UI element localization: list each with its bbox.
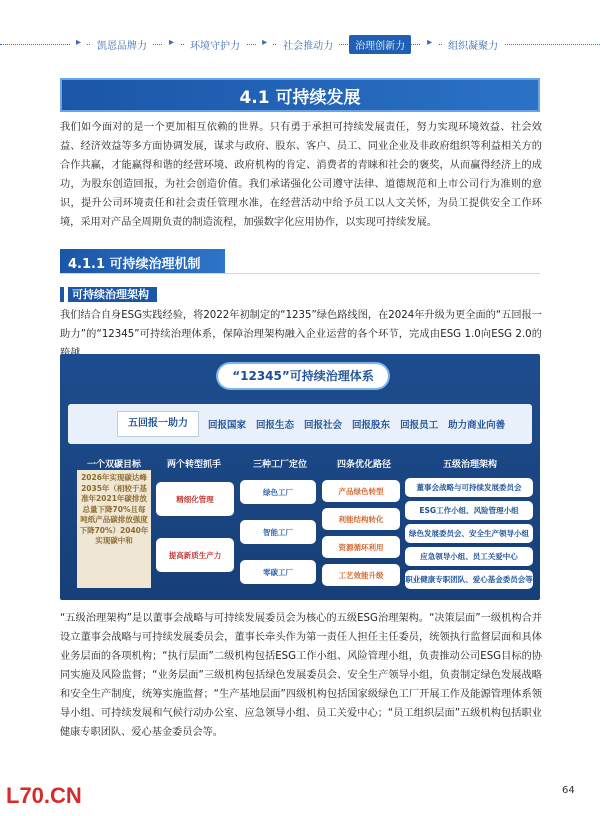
returns-band xyxy=(68,404,532,444)
intro-paragraph: 我们如今面对的是一个更加相互依赖的世界。只有勇于承担可持续发展责任，努力实现环境效益、社会效益、经济效益等多方面协调发展，谋求与政府、股东、客户、员工、同业企业及非政府组织等利益相关方的合作共赢，才能赢得和谐的经营环境、政府机构的肯定、消费者的青睐和社会的褒奖，从而赢得经济上的成功，为股东创造回报，为社会创造价值。我们承诺强化公司遵守法律、道德规范和上市公司行为准则的意识，提升公司环境责任和社会责任管理水准，在经营活动中给予员工以人文关怀，为员工提供安全工作环境，采用对产品全周期负责的制造流程，加强数字化应用协作，以实现可持续发展。 xyxy=(60,122,542,228)
chevron-right-icon: ▸ xyxy=(421,35,438,54)
level-pill: 绿色发展委员会、安全生产领导小组 xyxy=(405,524,533,543)
nav-item-organization[interactable]: 组织凝聚力 xyxy=(442,35,504,54)
return-item: 回报股东 xyxy=(352,420,391,431)
chevron-right-icon: ▸ xyxy=(163,35,180,54)
path-pill: 工艺效能升级 xyxy=(322,564,400,586)
return-item: 回报员工 xyxy=(400,420,439,431)
return-item: 回报社会 xyxy=(304,420,343,431)
grip-pill: 精细化管理 xyxy=(156,482,234,516)
heading-accent-bar xyxy=(60,287,64,302)
architecture-paragraph: 我们结合自身ESG实践经验，将2022年初制定的“1235”绿色路线图，在2024年升级为更全面的“五回报一助力”的“12345”可持续治理体系，保障治理架构融入企业运营的各个环节，完成由ESG 1.0向ESG 2.0的 xyxy=(60,310,542,340)
subsection-underline xyxy=(60,273,540,274)
page-number: 64 xyxy=(562,785,575,796)
diagram-title: “12345”可持续治理体系 xyxy=(218,364,388,388)
chevron-right-icon: ▸ xyxy=(256,35,273,54)
nav-item-society[interactable]: 社会推动力 xyxy=(277,35,339,54)
level-pill: ESG工作小组、风险管理小组 xyxy=(405,501,533,520)
watermark-logo: L70.CN xyxy=(6,783,82,808)
path-pill: 利能结构转化 xyxy=(322,508,400,530)
return-item: 回报生态 xyxy=(256,420,295,431)
level-pill: 董事会战略与可持续发展委员会 xyxy=(405,478,533,497)
governance-diagram xyxy=(60,354,540,600)
return-item: 助力商业向善 xyxy=(448,420,506,431)
path-pill: 资源循环利用 xyxy=(322,536,400,558)
column-header: 五级治理架构 xyxy=(442,460,497,470)
subsection-title: 4.1.1 可持续治理机制 xyxy=(60,249,225,274)
factory-pill: 智能工厂 xyxy=(240,520,316,544)
returns-lead: 五回报一助力 xyxy=(118,412,198,436)
carbon-target-box: 2026年实现碳达峰2035年（相较于基准年2021年碳排放总量下降70%且每吨纸产品碳排放强度下降70%）2040年实现碳中和 xyxy=(77,470,151,588)
section-title: 4.1 可持续发展 xyxy=(60,78,540,112)
grip-pill: 提高新质生产力 xyxy=(156,538,234,572)
column-header: 两个转型抓手 xyxy=(166,460,221,470)
subsub-heading xyxy=(60,287,157,302)
level-pill: 职业健康专职团队、爱心基金委员会等 xyxy=(405,570,533,589)
nav-item-environment[interactable]: 环境守护力 xyxy=(184,35,246,54)
level-pill: 应急领导小组、员工关爱中心 xyxy=(405,547,533,566)
return-item: 回报国家 xyxy=(208,420,247,431)
column-header: 一个双碳目标 xyxy=(86,460,141,470)
top-nav-bar xyxy=(0,32,600,56)
chevron-right-icon: ▸ xyxy=(70,35,87,54)
factory-pill: 绿色工厂 xyxy=(240,480,316,504)
subsub-title: 可持续治理架构 xyxy=(68,287,157,302)
nav-item-governance[interactable]: 治理创新力 xyxy=(349,35,411,54)
column-header: 四条优化路径 xyxy=(336,460,391,470)
levels-paragraph: “五级治理架构”是以董事会战略与可持续发展委员会为核心的五级ESG治理架构。“决策层面”一级机构合并设立董事会战略与可持续发展委员会，董事长牵头作为第一责任人担任主任委员，统领执行监督层面和具体业务层面的各项机构；“执行层面”二级机构包括ESG工作小组、风险管理小组，负责推动公司ESG目标的协同实施及风险监督；“业务层面”三级机构包括绿色发展委员会、安全生产领导小组，负责制定绿色发展战略和安全生产制度，统筹实施监督；“生产基地层面”四级机构包括国家级绿色工厂开展工作及能源管理体系领导小组、可持续发展和气候行动办公室、应急领导小组、员工关爱中心；“员工组织层面”五级机构包括职业健康专职团队、爱心基金委员会等。 xyxy=(60,613,542,738)
nav-item-brand[interactable]: 凯恩品牌力 xyxy=(91,35,153,54)
factory-pill: 零碳工厂 xyxy=(240,560,316,584)
path-pill: 产品绿色转型 xyxy=(322,480,400,502)
column-header: 三种工厂定位 xyxy=(252,460,307,470)
